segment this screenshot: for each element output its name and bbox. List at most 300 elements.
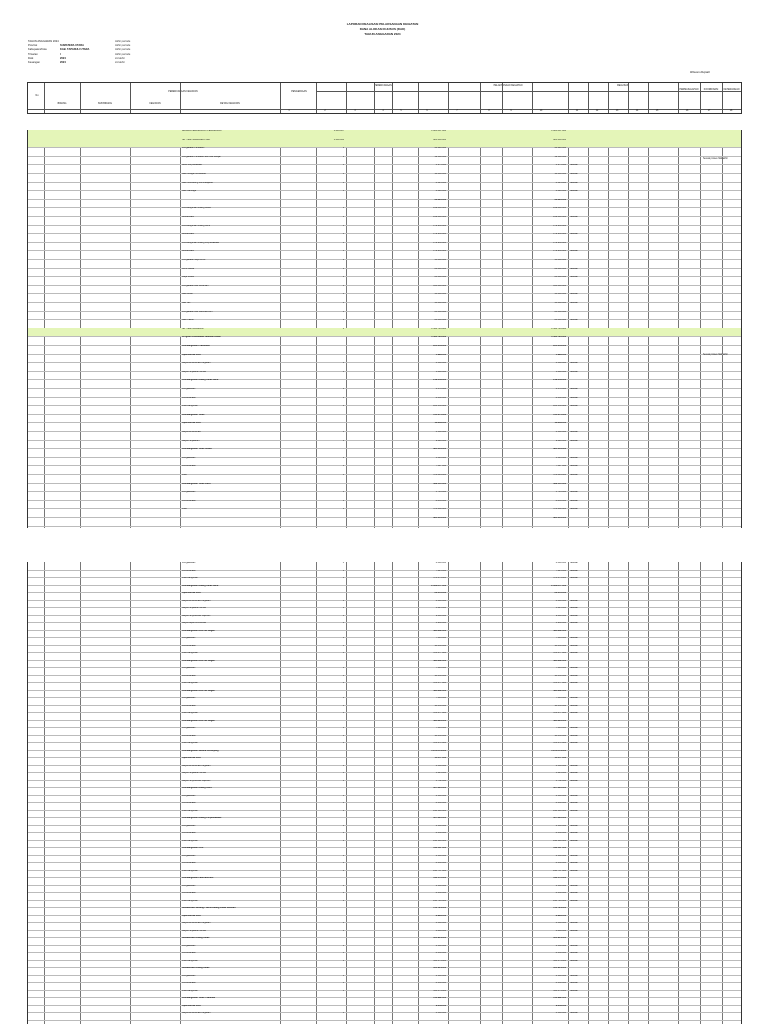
- row-detail: Perencanaan: [182, 734, 196, 737]
- row-realisasi: 985.000.000: [553, 138, 566, 141]
- meta-note: Akhir periode: [115, 40, 131, 43]
- row-detail: Perencanaan: [182, 499, 196, 502]
- row-realisasi: 4.975.000: [555, 164, 566, 167]
- row-detail: Rehabilitasi Ruang Kelas: [182, 937, 210, 939]
- row-volume: 1: [342, 727, 344, 729]
- row-volume: 1: [342, 734, 344, 737]
- row-value: 5.795.000: [435, 491, 446, 494]
- col-sub-bidang: SUB BIDANG: [97, 103, 113, 105]
- row-detail: Pembangunan Ruang Guru: [182, 787, 212, 789]
- row-detail: Kursi Siswa: [182, 267, 194, 270]
- row-volume: 1: [342, 396, 344, 399]
- row-detail: Pembangunan RKB SD Negeri: [182, 629, 216, 632]
- row-realisasi: 495.826.000: [553, 719, 566, 722]
- row-realisasi: 219.258.000: [553, 379, 566, 382]
- row-volume: 1: [342, 652, 344, 654]
- col-penerima: PENGERJAAN: [291, 91, 307, 93]
- row-detail: Perencanaan: [182, 892, 196, 894]
- row-status: Selesai: [570, 1012, 578, 1014]
- row-value: 3.930.000: [435, 622, 446, 624]
- row-status: Selesai: [570, 779, 578, 782]
- row-status: Selesai: [570, 824, 578, 827]
- column-number: 10: [539, 110, 543, 112]
- row-volume: 1: [342, 959, 344, 962]
- column-number: 9: [510, 110, 512, 112]
- row-status: Selesai: [570, 674, 578, 677]
- row-realisasi: 341.474.000: [553, 989, 566, 992]
- row-status: Selesai: [570, 952, 578, 954]
- row-volume: 1: [342, 327, 344, 330]
- row-detail: Pembangunan Toilet / Sanitasi: [182, 997, 216, 999]
- meta-row: [28, 61, 102, 65]
- row-volume: 1: [342, 259, 344, 261]
- row-realisasi: 6.100.000: [555, 944, 566, 947]
- row-status: Selesai: [570, 405, 578, 408]
- row-detail: Biaya Rapat Koordinasi: [182, 622, 207, 624]
- row-value: 219.258.000: [433, 379, 446, 382]
- row-detail: Rehabilitasi: [182, 216, 194, 218]
- col-kendala: PERMASALAHAN: [679, 89, 699, 91]
- row-realisasi: 341.474.000: [553, 959, 566, 962]
- column-divider: [316, 83, 317, 113]
- row-realisasi: 6.578.000: [555, 388, 566, 390]
- row-status: Selesai: [570, 439, 578, 442]
- row-status: Selesai: [570, 944, 578, 947]
- row-value: 33.620.000: [434, 147, 446, 150]
- row-detail: SD / SMP AFIRMASI: [182, 327, 204, 330]
- row-volume: 1: [342, 439, 344, 442]
- row-realisasi: 179.950.000: [553, 224, 566, 227]
- row-value: 478.677.000: [433, 712, 446, 714]
- row-volume: 1: [342, 284, 344, 287]
- row-detail: Biaya Penyusunan Laporan: [182, 779, 211, 782]
- column-divider: [346, 83, 347, 113]
- row-value: 7.105.000: [435, 697, 446, 699]
- row-detail: Biaya Administrasi Kegiatan: [182, 362, 211, 365]
- meta-label: TAHUN ANGGARAN 2024: [28, 40, 59, 43]
- row-realisasi: 179.950.000: [553, 233, 566, 236]
- row-detail: Meja Siswa: [182, 276, 194, 279]
- row-realisasi: 9.348.000: [555, 439, 566, 442]
- row-realisasi: 6.098.000: [555, 562, 566, 564]
- row-realisasi: 5.595.000: [555, 456, 566, 459]
- row-value: 1.085.407.000: [431, 130, 446, 132]
- row-volume: 1: [342, 944, 344, 947]
- row-realisasi: 50.000.000: [554, 302, 566, 304]
- row-value: 23.055.000: [434, 592, 446, 594]
- row-detail: Pengadaan Alat Laboratorium: [182, 310, 213, 313]
- column-divider: [502, 83, 503, 113]
- row-detail: Pengawasan: [182, 974, 196, 977]
- row-status: Selesai: [570, 644, 578, 647]
- col-pelaksanaan: PELAKSANAAN KEGIATAN: [493, 85, 523, 87]
- row-realisasi: 7.105.000: [555, 697, 566, 699]
- row-status: Selesai: [570, 388, 578, 390]
- row-value: 385.016.000: [433, 517, 446, 519]
- row-value: 204.350.000: [433, 405, 446, 408]
- row-realisasi: 7.105.000: [555, 667, 566, 669]
- row-realisasi: 13.848.000: [554, 422, 566, 425]
- row-realisasi: 50.000.000: [554, 293, 566, 296]
- row-realisasi: 6.100.000: [555, 794, 566, 797]
- row-detail: Perencanaan: [182, 862, 196, 864]
- row-detail: Biaya Perjalanan Dinas: [182, 370, 206, 373]
- row-detail: Perencanaan: [182, 704, 196, 707]
- row-volume: 1: [342, 224, 344, 227]
- row-realisasi: 239.000.000: [553, 207, 566, 210]
- row-status: Selesai: [570, 839, 578, 842]
- row-detail: Pembangunan Ruang Kelas Baru: [182, 379, 219, 382]
- row-realisasi: 307.620.000: [553, 787, 566, 789]
- row-realisasi: 385.016.000: [553, 517, 566, 519]
- row-detail: Pembangunan Ruang Perpustakaan: [182, 817, 222, 819]
- row-detail: Pembangunan Toilet Guru: [182, 482, 211, 485]
- row-value: 985.000.000: [433, 138, 446, 141]
- col-no: No: [35, 95, 39, 97]
- column-divider: [180, 83, 181, 113]
- row-detail: Pembangunan Toilet: [182, 413, 205, 416]
- row-volume: 1: [342, 674, 344, 677]
- row-value: 720.794.000: [433, 907, 446, 909]
- column-divider: [448, 83, 449, 113]
- column-divider: [722, 83, 723, 113]
- row-status: Selesai: [570, 862, 578, 864]
- row-volume: 1: [342, 667, 344, 669]
- row-detail: Fisik Bangunan: [182, 652, 198, 654]
- row-realisasi: 7.105.000: [555, 637, 566, 639]
- row-value: 179.950.000: [433, 250, 446, 253]
- row-value: 10.050.000: [434, 704, 446, 707]
- row-value: 5.225.000: [435, 607, 446, 609]
- row-realisasi: 295.737.000: [553, 869, 566, 872]
- row-volume: 1.085.407: [333, 130, 344, 132]
- row-volume: 1.000.000: [333, 138, 344, 141]
- row-detail: Pengadaan Alat Kesenian: [182, 284, 209, 287]
- row-detail: Pengawasan: [182, 824, 196, 827]
- row-volume: 1: [342, 779, 344, 782]
- row-status: Selesai: [570, 734, 578, 737]
- row-volume: 1: [342, 474, 344, 476]
- row-value: 1.564.795.000: [431, 327, 446, 330]
- row-realisasi: 495.832.000: [553, 689, 566, 692]
- row-volume: 1: [342, 562, 344, 564]
- column-divider: [80, 83, 81, 113]
- row-status: Selesai: [570, 682, 578, 684]
- row-realisasi: 16.000.000: [554, 173, 566, 175]
- row-realisasi: 239.000.000: [553, 216, 566, 218]
- row-detail: Pembangunan Sarana Penunjang: [182, 749, 219, 752]
- meta-value: SUMATERA UTARA: [60, 44, 85, 48]
- row-volume: 1: [342, 241, 344, 244]
- column-number: 15: [655, 110, 659, 112]
- row-detail: Operasional DAK: [182, 1004, 201, 1007]
- row-value: 4.500.000: [435, 362, 446, 365]
- column-number: 7: [456, 110, 458, 112]
- row-status: Selesai: [570, 652, 578, 654]
- column-divider: [700, 83, 701, 113]
- row-detail: Operasional DAK: [182, 757, 201, 759]
- row-status: Selesai: [570, 697, 578, 699]
- row-volume: 1: [342, 869, 344, 872]
- row-detail: Biaya Perjalanan Dinas: [182, 607, 206, 609]
- row-volume: 1: [342, 155, 344, 158]
- row-value: 8.330.000: [435, 802, 446, 804]
- row-status: Selesai: [570, 302, 578, 304]
- row-volume: 1: [342, 704, 344, 707]
- row-detail: Alat Peraga Pendidikan: [182, 173, 207, 175]
- row-volume: 1: [342, 929, 344, 932]
- row-realisasi: 5.225.000: [555, 772, 566, 774]
- row-status: Selesai: [570, 764, 578, 767]
- row-status: Selesai: [570, 491, 578, 494]
- row-realisasi: 355.904.000: [553, 967, 566, 969]
- row-volume: 1: [342, 456, 344, 459]
- row-volume: 1: [342, 310, 344, 313]
- row-detail: Pembangunan RKB SD Negeri: [182, 689, 216, 692]
- row-value: 1.498.000: [435, 370, 446, 373]
- row-detail: Pengawasan: [182, 854, 196, 857]
- row-volume: 1: [342, 508, 344, 511]
- row-status: Selesai: [570, 899, 578, 902]
- row-value: 1.564.795.000: [431, 336, 446, 339]
- row-status: Selesai: [570, 667, 578, 669]
- row-volume: 1: [342, 190, 344, 193]
- row-status: Selesai: [570, 181, 578, 184]
- row-value: 5.752.000: [435, 779, 446, 782]
- row-realisasi: 24.000.000: [554, 276, 566, 279]
- row-realisasi: 372.660.000: [553, 508, 566, 511]
- column-number: 2: [324, 110, 326, 112]
- row-status: Selesai: [570, 794, 578, 797]
- row-value: 8.330.000: [435, 862, 446, 864]
- row-status: Selesai: [570, 577, 578, 579]
- row-detail: Pengawasan: [182, 667, 196, 669]
- row-value: 9.658.000: [435, 1004, 446, 1007]
- header-line-1: LAPORAN REALISASI PELAKSANAAN KEGIATAN: [346, 22, 419, 26]
- row-realisasi: 293.190.000: [553, 809, 566, 812]
- row-detail: Program Pendidikan Sekolah Dasar: [182, 336, 221, 339]
- row-value: 478.677.000: [433, 652, 446, 654]
- row-realisasi: 310.167.000: [553, 847, 566, 849]
- row-value: 2.006.377.000: [431, 584, 446, 587]
- row-value: 10.050.000: [434, 674, 446, 677]
- page-gap: [0, 528, 768, 562]
- row-status: Selesai: [570, 267, 578, 270]
- row-value: 19.500.000: [434, 155, 446, 158]
- row-realisasi: 4.500.000: [555, 599, 566, 602]
- row-volume: 1: [342, 577, 344, 579]
- row-value: 8.986.000: [435, 914, 446, 917]
- row-realisasi: 4.500.000: [555, 764, 566, 767]
- row-realisasi: 720.794.000: [553, 907, 566, 909]
- row-status: Selesai: [570, 854, 578, 857]
- row-realisasi: 179.950.000: [553, 241, 566, 244]
- row-status: Selesai: [570, 892, 578, 894]
- row-detail: Pengawasan: [182, 562, 196, 564]
- row-detail: Alat Musik: [182, 293, 193, 296]
- row-value: 24.000.000: [434, 276, 446, 279]
- row-value: 10.050.000: [434, 734, 446, 737]
- row-status: Selesai: [570, 276, 578, 279]
- row-volume: 1: [342, 431, 344, 433]
- row-status: Selesai: [570, 607, 578, 609]
- row-realisasi: 3.930.000: [555, 622, 566, 624]
- row-detail: Operasional DAK: [182, 914, 201, 917]
- row-detail: Pembangunan Ruang Perpustakaan: [182, 241, 220, 244]
- row-value: 4.500.000: [435, 431, 446, 433]
- row-detail: Alat Tari: [182, 302, 191, 304]
- row-realisasi: 5.795.000: [555, 491, 566, 494]
- row-volume: 1: [342, 982, 344, 984]
- row-volume: 1: [342, 854, 344, 857]
- row-status: Selesai: [570, 250, 578, 253]
- row-detail: Fisik Bangunan: [182, 405, 198, 408]
- row-realisasi: 179.950.000: [553, 250, 566, 253]
- row-status: Selesai: [570, 637, 578, 639]
- row-value: 6.100.000: [435, 884, 446, 887]
- row-status: Selesai: [570, 869, 578, 872]
- column-number: 11: [575, 110, 579, 112]
- row-volume: 1: [342, 772, 344, 774]
- row-detail: Pembangunan RKB SD Negeri: [182, 719, 216, 722]
- row-value: 50.000.000: [434, 293, 446, 296]
- row-realisasi: 372.094.000: [553, 474, 566, 476]
- row-volume: 1: [342, 802, 344, 804]
- row-status: Selesai: [570, 293, 578, 296]
- column-divider: [44, 83, 45, 113]
- column-divider: [608, 83, 609, 113]
- row-detail: Fisik Bangunan: [182, 989, 198, 992]
- row-detail: Biaya Administrasi: [182, 431, 201, 433]
- row-value: 495.826.000: [433, 719, 446, 722]
- row-detail: Pengawasan: [182, 456, 196, 459]
- row-detail: SD / SMP REGULER FISIK: [182, 138, 211, 141]
- row-detail: Alat Praktik: [182, 319, 194, 322]
- row-status: Selesai: [570, 216, 578, 218]
- col-program: PERENCANAAN KEGIATAN: [168, 91, 198, 93]
- row-value: 4.975.000: [435, 164, 446, 167]
- row-detail: Biaya Perjalanan Dinas: [182, 929, 206, 932]
- row-realisasi: 19.500.000: [554, 155, 566, 158]
- meta-label: Triwulan: [28, 52, 38, 56]
- row-volume: 1: [342, 697, 344, 699]
- row-value: 6.100.000: [435, 854, 446, 857]
- row-detail: Perencanaan: [182, 982, 196, 984]
- row-status: Selesai: [570, 456, 578, 459]
- col-perencanaan: PERENCANAAN: [374, 85, 392, 87]
- column-divider: [280, 83, 281, 113]
- row-volume: 1: [342, 465, 344, 468]
- row-detail: Fisik Bangunan: [182, 869, 198, 872]
- column-divider: [588, 83, 589, 113]
- report-page-2: [25, 562, 740, 1024]
- row-volume: 1: [342, 164, 344, 167]
- row-realisasi: 371.674.000: [553, 577, 566, 579]
- column-divider: [130, 83, 131, 113]
- row-detail: Rehabilitasi Sedang / Berat Ruang Kelas Sekolah: [182, 907, 236, 909]
- meta-label: Fisik: [28, 56, 34, 60]
- row-status: Selesai: [570, 499, 578, 502]
- column-divider: [628, 83, 629, 113]
- row-value: 780.982.000: [433, 997, 446, 999]
- row-realisasi: 6.100.000: [555, 824, 566, 827]
- row-realisasi: 4.500.000: [555, 431, 566, 433]
- row-status: Selesai: [570, 832, 578, 834]
- column-number: 3: [354, 110, 356, 112]
- row-realisasi: 1.498.000: [555, 370, 566, 373]
- row-volume: 1: [342, 622, 344, 624]
- row-realisasi: 100.000.000: [553, 284, 566, 287]
- row-status: Selesai: [570, 569, 578, 572]
- meta-value: I: [60, 52, 61, 56]
- row-volume: 1: [342, 862, 344, 864]
- row-realisasi: 1.564.795.000: [551, 336, 566, 339]
- row-value: 5.998.000: [435, 353, 446, 356]
- row-value: 385.016.000: [433, 448, 446, 451]
- row-value: 239.000.000: [433, 216, 446, 218]
- row-realisasi: 478.677.000: [553, 712, 566, 714]
- row-realisasi: 478.677.000: [553, 652, 566, 654]
- row-volume: 1: [342, 569, 344, 572]
- row-realisasi: 8.330.000: [555, 982, 566, 984]
- row-detail: Biaya Administrasi Kegiatan: [182, 1012, 211, 1014]
- row-detail: Perencanaan: [182, 465, 196, 468]
- column-number: 5: [400, 110, 402, 112]
- row-value: 7.105.000: [435, 667, 446, 669]
- row-value: 785.375.000: [433, 413, 446, 416]
- row-status: Selesai: [570, 396, 578, 399]
- column-number: 12: [595, 110, 599, 112]
- row-detail: Perencanaan: [182, 832, 196, 834]
- row-volume: 1: [342, 405, 344, 408]
- row-detail: Pengawasan: [182, 637, 196, 639]
- row-volume: 1: [342, 892, 344, 894]
- col-realisasi: REALISASI: [617, 85, 629, 87]
- row-volume: 1: [342, 147, 344, 150]
- column-number: 16: [685, 110, 689, 112]
- column-number: 14: [635, 110, 639, 112]
- row-status: Selesai: [570, 772, 578, 774]
- meta-label: Kabupaten/Kota: [28, 48, 47, 52]
- row-realisasi: 8.330.000: [555, 802, 566, 804]
- row-realisasi: 8.986.000: [555, 914, 566, 917]
- column-divider: [532, 83, 533, 113]
- row-volume: 1: [342, 370, 344, 373]
- header-line-3: TAHUN ANGGARAN 2024: [364, 32, 401, 36]
- row-volume: 1: [342, 276, 344, 279]
- row-detail: Rehabilitasi: [182, 233, 194, 236]
- row-realisasi: 8.330.000: [555, 396, 566, 399]
- row-detail: Operasional DAK: [182, 422, 201, 425]
- row-detail: Pengawasan: [182, 794, 196, 797]
- table-body-2: [27, 562, 742, 1024]
- column-number: 6: [426, 110, 428, 112]
- row-value: 5.595.000: [435, 456, 446, 459]
- row-status: Selesai: [570, 562, 578, 564]
- row-volume: 1: [342, 207, 344, 210]
- row-realisasi: 4.486.000: [555, 929, 566, 932]
- row-value: 295.737.000: [433, 869, 446, 872]
- row-value: 4.500.000: [435, 599, 446, 602]
- row-volume: 1: [342, 362, 344, 365]
- row-realisasi: 23.055.000: [554, 592, 566, 594]
- meta-value: 2024: [60, 61, 66, 65]
- row-realisasi: 5.225.000: [555, 607, 566, 609]
- row-volume: 1: [342, 388, 344, 390]
- row-detail: Operasional DAK: [182, 353, 201, 356]
- row-volume: 1: [342, 832, 344, 834]
- row-volume: 1: [342, 884, 344, 887]
